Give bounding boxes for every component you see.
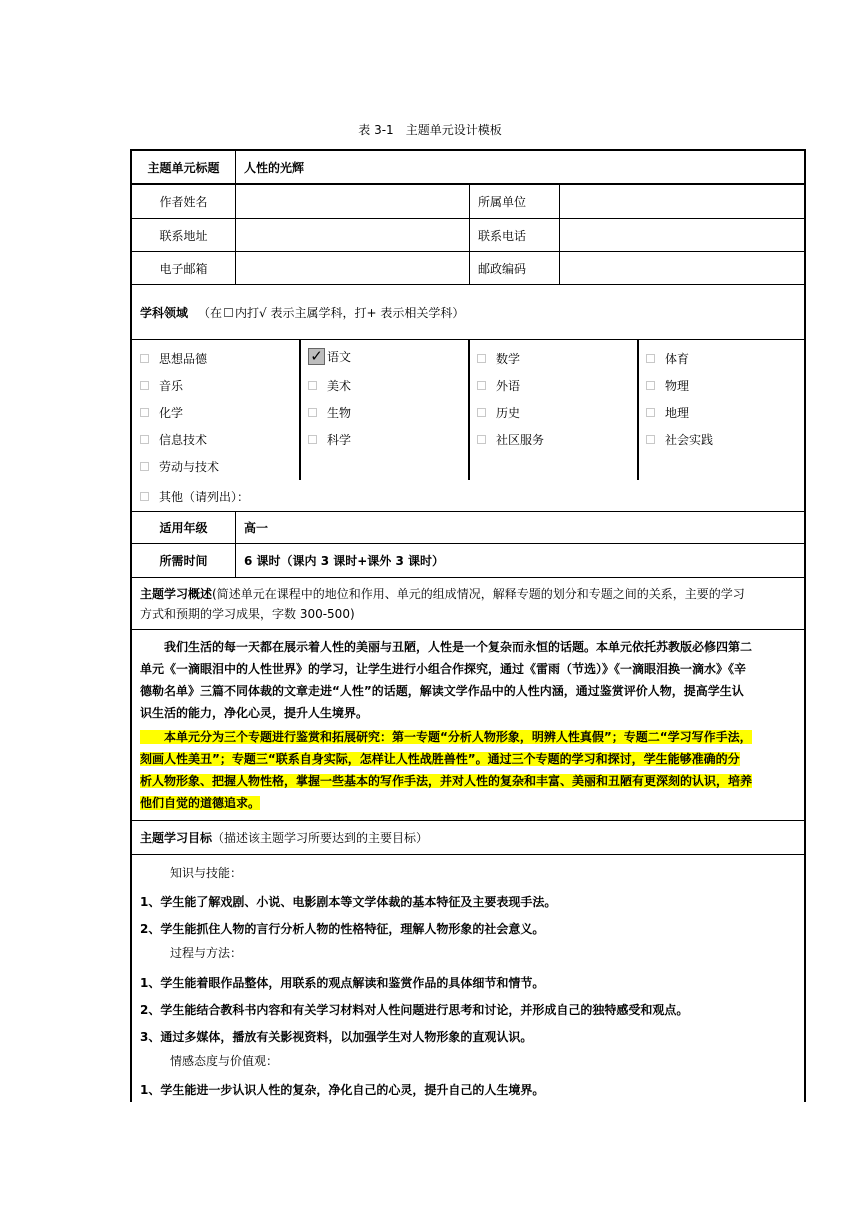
title-value[interactable]: 人性的光辉 [244, 160, 305, 175]
checkbox-icon [140, 381, 149, 390]
overview-label: 主题学习概述 [140, 587, 213, 601]
objectives-header [132, 821, 804, 855]
overview-paragraph-1: 我们生活的每一天都在展示着人性的美丽与丑陋，人性是一个复杂而永恒的话题。本单元依托苏教版必修四第二 单元《一滴眼泪中的人性世界》的学习，让学生进行小组合作探究，通过《雷雨（节选）》《一滴眼泪换一滴水》《辛 德勒名单》三篇不同体裁的文章走进“人性”的话题，解读文学作品中的人性内涵，通过鉴赏评价人物，提高学生认 识生活的能力，净化心灵，提升人生境界。 [140, 640, 753, 720]
checkbox-icon [477, 381, 486, 390]
time-row [132, 544, 804, 578]
title-label: 主题单元标题 [132, 151, 236, 183]
process-item: 2、学生能结合教科书内容和有关学习材料对人性问题进行思考和讨论，并形成自己的独特感受和观点。 [140, 1003, 689, 1017]
subject-checkbox-pe[interactable]: 体育 [646, 350, 689, 366]
subject-area-label: 学科领域 [140, 305, 189, 320]
postcode-label: 邮政编码 [470, 252, 560, 284]
column-divider [637, 340, 639, 480]
organization-label: 所属单位 [470, 185, 560, 218]
subject-checkbox-chemistry[interactable]: 化学 [140, 404, 183, 420]
checkbox-icon [646, 381, 655, 390]
checkbox-icon [477, 408, 486, 417]
subject-checkbox-ethics[interactable]: 思想品德 [140, 350, 207, 366]
phone-field[interactable] [560, 219, 804, 251]
checkbox-icon [140, 462, 149, 471]
checkbox-icon [646, 354, 655, 363]
subject-checkbox-geography[interactable]: 地理 [646, 404, 689, 420]
overview-header [132, 578, 804, 630]
process-item: 3、通过多媒体，播放有关影视资料，以加强学生对人物形象的直观认识。 [140, 1030, 533, 1044]
time-label: 所需时间 [132, 544, 236, 577]
subject-checkbox-biology[interactable]: 生物 [308, 404, 351, 420]
subject-hint-pre: （在 [198, 305, 223, 320]
checkbox-icon [140, 354, 149, 363]
info-row-email [132, 252, 804, 285]
info-row-address [132, 219, 804, 252]
knowledge-item: 2、学生能抓住人物的言行分析人物的性格特征，理解人物形象的社会意义。 [140, 922, 545, 936]
subject-checkbox-other[interactable]: 其他（请列出）： [140, 488, 249, 504]
overview-hint: (简述单元在课程中的地位和作用、单元的组成情况，解释专题的划分和专题之间的关系，主要的学习 [212, 587, 745, 601]
overview-body[interactable] [132, 630, 804, 821]
checkbox-icon [308, 435, 317, 444]
knowledge-item: 1、学生能了解戏剧、小说、电影剧本等文学体裁的基本特征及主要表现手法。 [140, 895, 557, 909]
overview-paragraph-2-highlighted: 本单元分为三个专题进行鉴赏和拓展研究：第一专题“分析人物形象，明辨人性真假”；专题二“学习写作手法， 刻画人性美丑”；专题三“联系自身实际，怎样让人性战胜兽性”。通过三个专题的学习和探讨，学生能够准确的分 析人物形象、把握人物性格，掌握一些基本的写作手法，并对人性的复杂和丰富、美丽和丑陋有更深刻的认识，培养 他们自觉的道德追求。 [140, 730, 753, 810]
knowledge-title: 知识与技能： [170, 866, 243, 880]
objectives-hint: （描述该主题学习所要达到的主要目标） [212, 831, 429, 845]
grade-label: 适用年级 [132, 512, 236, 543]
email-field[interactable] [236, 252, 470, 284]
subject-checkbox-physics[interactable]: 物理 [646, 377, 689, 393]
process-title: 过程与方法： [170, 946, 243, 960]
emotion-title: 情感态度与价值观： [170, 1054, 279, 1068]
overview-hint-2: 方式和预期的学习成果，字数 300-500) [140, 607, 355, 621]
design-template-table [130, 149, 806, 1102]
grade-value[interactable]: 高一 [244, 521, 269, 535]
author-field[interactable] [236, 185, 470, 218]
subject-checkbox-it[interactable]: 信息技术 [140, 431, 207, 447]
postcode-field[interactable] [560, 252, 804, 284]
subject-checkbox-foreign-language[interactable]: 外语 [477, 377, 520, 393]
subject-checkbox-music[interactable]: 音乐 [140, 377, 183, 393]
checkbox-icon [646, 408, 655, 417]
author-label: 作者姓名 [132, 185, 236, 218]
grade-row [132, 512, 804, 544]
checkbox-icon [477, 354, 486, 363]
table-caption: 表 3-1 主题单元设计模板 [358, 123, 502, 137]
subject-checkbox-social-practice[interactable]: 社会实践 [646, 431, 713, 447]
subject-checkbox-art[interactable]: 美术 [308, 377, 351, 393]
checkbox-icon [140, 408, 149, 417]
time-value[interactable]: 6 课时（课内 3 课时+课外 3 课时） [244, 554, 444, 568]
objectives-body[interactable] [132, 855, 804, 1104]
subject-checkbox-chinese[interactable]: ✓ 语文 [308, 347, 351, 366]
subject-checkbox-math[interactable]: 数学 [477, 350, 520, 366]
checkbox-sample-icon [224, 308, 233, 317]
checkbox-icon [477, 435, 486, 444]
checkmark-icon: ✓ [308, 348, 325, 365]
checkbox-icon [308, 408, 317, 417]
objectives-label: 主题学习目标 [140, 831, 213, 845]
address-field[interactable] [236, 219, 470, 251]
email-label: 电子邮箱 [132, 252, 236, 284]
subject-checkbox-community[interactable]: 社区服务 [477, 431, 544, 447]
subject-hint-post: 内打√ 表示主属学科，打+ 表示相关学科） [235, 305, 465, 320]
process-item: 1、学生能着眼作品整体，用联系的观点解读和鉴赏作品的具体细节和情节。 [140, 976, 545, 990]
checkbox-icon [308, 381, 317, 390]
info-row-author [132, 185, 804, 219]
emotion-item: 1、学生能进一步认识人性的复杂，净化自己的心灵，提升自己的人生境界。 [140, 1083, 545, 1097]
checkbox-icon [646, 435, 655, 444]
subject-checkbox-history[interactable]: 历史 [477, 404, 520, 420]
column-divider [468, 340, 470, 480]
organization-field[interactable] [560, 185, 804, 218]
subject-grid [132, 340, 804, 512]
subject-checkbox-labor[interactable]: 劳动与技术 [140, 458, 219, 474]
address-label: 联系地址 [132, 219, 236, 251]
subject-checkbox-science[interactable]: 科学 [308, 431, 351, 447]
column-divider [299, 340, 301, 480]
checkbox-icon [140, 492, 149, 501]
checkbox-icon [140, 435, 149, 444]
title-row [132, 151, 804, 185]
phone-label: 联系电话 [470, 219, 560, 251]
subject-area-header [132, 285, 804, 340]
